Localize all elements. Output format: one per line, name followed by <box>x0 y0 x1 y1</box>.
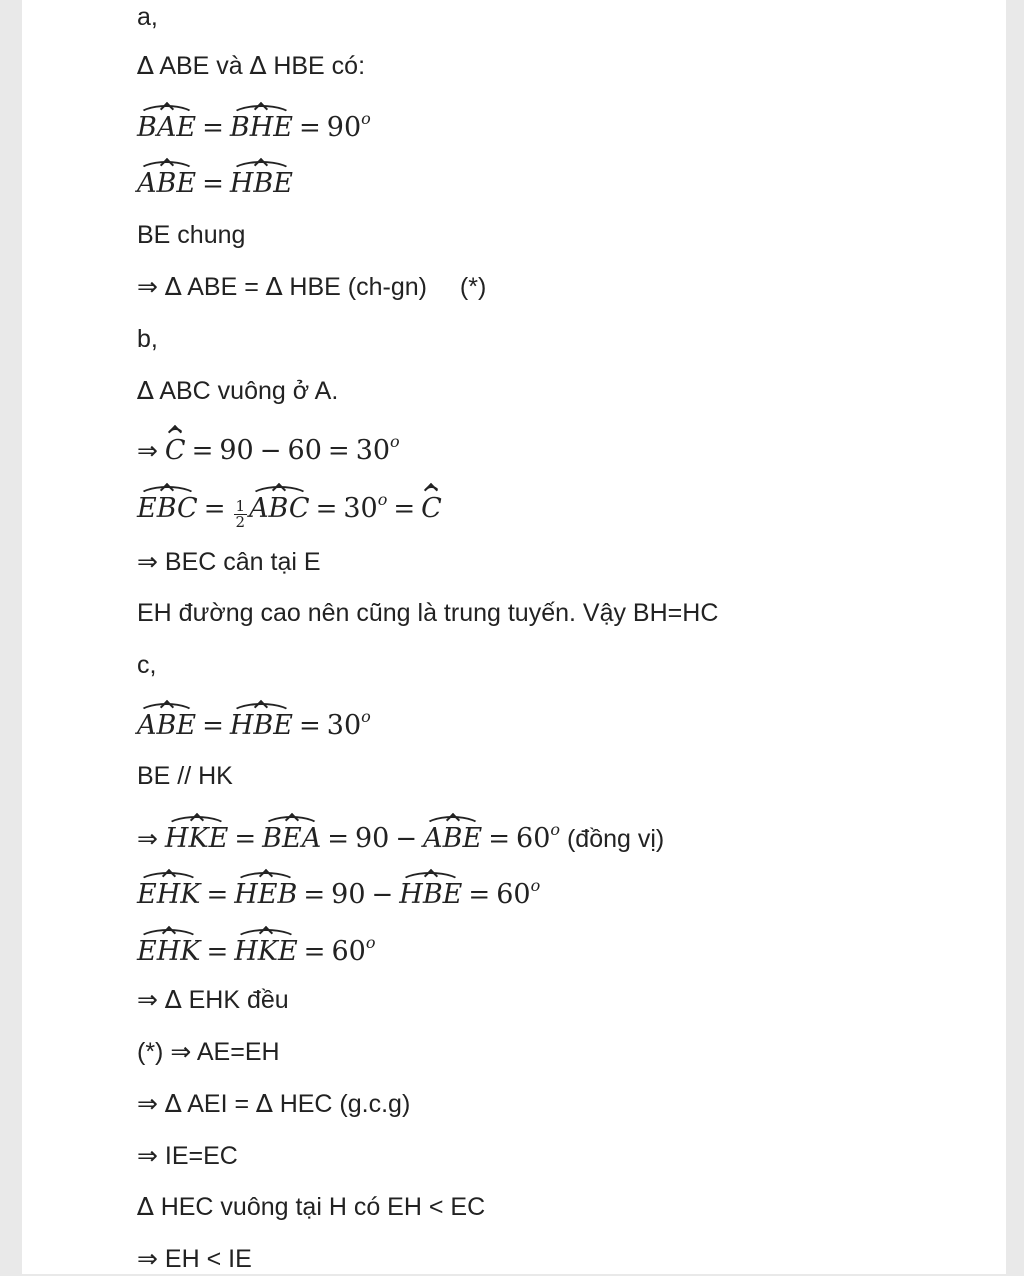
line-b-bec <box>137 545 321 579</box>
angle-c: C <box>165 427 186 468</box>
text-abe-equals: ABE = <box>187 273 266 301</box>
value-30: 30 <box>326 710 362 741</box>
section-a-text: a, <box>137 3 158 31</box>
triangle-symbol: ∆ <box>137 51 154 80</box>
degree-mark: o <box>361 707 371 726</box>
triangle-symbol: ∆ <box>265 272 283 301</box>
triangle-symbol: ∆ <box>137 376 154 405</box>
line-c-deu <box>137 983 289 1017</box>
triangle-symbol: ∆ <box>164 985 182 1014</box>
value-30: 30 <box>343 493 378 524</box>
implies-arrow: ⇒ <box>137 985 158 1014</box>
triangle-symbol: ∆ <box>256 1089 273 1118</box>
text-ehk-deu: EHK đều <box>188 986 289 1014</box>
angle-bae: BAE <box>137 104 196 145</box>
value-90: 90 <box>331 879 366 910</box>
implies-arrow: ⇒ <box>137 547 158 576</box>
triangle-symbol: ∆ <box>164 1089 182 1118</box>
equals-sign: = <box>202 711 224 741</box>
implies-arrow: ⇒ <box>137 1089 158 1118</box>
text-be-chung: BE chung <box>137 221 246 249</box>
value-90: 90 <box>326 112 362 143</box>
equals-sign: = <box>298 113 321 143</box>
fraction-denominator: 2 <box>235 513 246 531</box>
value-90: 90 <box>219 435 254 466</box>
angle-c: C <box>421 485 442 526</box>
minus-sign: − <box>259 436 282 466</box>
angle-ehk: EHK <box>137 871 200 912</box>
section-a-label <box>137 0 158 34</box>
angle-abe: ABE <box>137 160 196 201</box>
minus-sign: − <box>395 824 418 854</box>
triangle-symbol: ∆ <box>164 272 182 301</box>
implies-arrow: ⇒ <box>137 1244 158 1273</box>
line-c-hke <box>137 813 664 856</box>
equals-sign: = <box>234 824 257 854</box>
line-c-hec <box>137 1190 485 1224</box>
angle-heb: HEB <box>234 871 297 912</box>
line-a-conclusion <box>137 270 486 304</box>
line-c-aei <box>137 1087 410 1121</box>
angle-abe: ABE <box>137 702 196 743</box>
star-mark: (*) <box>137 1038 164 1066</box>
triangle-symbol: ∆ <box>249 51 267 80</box>
angle-ehk: EHK <box>137 928 200 969</box>
fraction-numerator: 1 <box>235 497 246 515</box>
line-a-eq2 <box>137 160 293 201</box>
line-a-common <box>137 218 245 252</box>
angle-abe: ABE <box>423 815 482 856</box>
text-aei-equals: AEI = <box>187 1090 257 1118</box>
line-c-ehk2 <box>137 926 375 969</box>
section-c-text: c, <box>137 651 157 679</box>
section-b-text: b, <box>137 325 158 353</box>
degree-mark: o <box>550 820 561 839</box>
section-b-label <box>137 322 158 356</box>
degree-mark: o <box>365 933 376 952</box>
line-b-angle-c <box>137 425 400 468</box>
text-hec-vuong: HEC vuông tại H có EH < EC <box>160 1193 486 1221</box>
implies-arrow: ⇒ <box>137 436 158 465</box>
line-b-ebc <box>137 483 442 530</box>
angle-bhe: BHE <box>230 104 293 145</box>
equals-sign: = <box>203 494 226 524</box>
text-abc-vuong: ABC vuông ở A. <box>159 377 339 405</box>
implies-arrow: ⇒ <box>137 272 158 301</box>
line-c-final <box>137 1242 252 1276</box>
text-ae-eh: AE=EH <box>196 1038 280 1066</box>
text-ie-ec: IE=EC <box>164 1142 238 1170</box>
text-hbe-co: HBE có: <box>273 52 366 80</box>
value-60: 60 <box>331 936 366 967</box>
line-a-eq1 <box>137 102 371 145</box>
line-c-ehk1 <box>137 869 540 912</box>
angle-hke: HKE <box>234 928 297 969</box>
equals-sign: = <box>327 824 349 854</box>
equals-sign: = <box>298 711 321 741</box>
value-90: 90 <box>355 823 390 854</box>
value-60: 60 <box>516 823 551 854</box>
degree-mark: o <box>390 432 400 451</box>
equals-sign: = <box>206 880 229 910</box>
text-hbe-chgn: HBE (ch-gn) <box>289 273 427 301</box>
text-abe-va: ABE và <box>159 52 250 80</box>
equals-sign: = <box>327 436 350 466</box>
angle-bea: BEA <box>262 815 321 856</box>
text-hec-gcg: HEC (g.c.g) <box>279 1090 411 1118</box>
angle-abc: ABC <box>249 485 310 526</box>
angle-hbe: HBE <box>230 160 293 201</box>
degree-mark: o <box>361 109 371 128</box>
triangle-symbol: ∆ <box>137 1192 154 1221</box>
text-eh-lt-ie: EH < IE <box>164 1245 252 1273</box>
text-dong-vi: (đồng vị) <box>566 825 665 853</box>
value-60: 60 <box>287 435 322 466</box>
implies-arrow: ⇒ <box>170 1037 192 1066</box>
document-page <box>22 0 1006 1274</box>
text-be-parallel-hk: BE // HK <box>137 762 233 790</box>
equals-sign: = <box>303 880 326 910</box>
equals-sign: = <box>393 494 416 524</box>
implies-arrow: ⇒ <box>137 824 158 853</box>
equals-sign: = <box>202 169 224 199</box>
line-c-eq1 <box>137 700 371 743</box>
line-c-ie-ec <box>137 1139 238 1173</box>
equals-sign: = <box>488 824 511 854</box>
angle-ebc: EBC <box>137 485 198 526</box>
equals-sign: = <box>202 113 224 143</box>
equals-sign: = <box>303 937 326 967</box>
line-a-intro <box>137 49 365 83</box>
section-c-label <box>137 648 156 682</box>
equals-sign: = <box>315 494 338 524</box>
text-eh-duong-cao: EH đường cao nên cũng là trung tuyến. Vậy BH=HC <box>137 599 719 627</box>
line-b-intro <box>137 374 338 408</box>
line-b-eh <box>137 596 718 630</box>
equals-sign: = <box>468 880 491 910</box>
angle-hbe: HBE <box>230 702 293 743</box>
equals-sign: = <box>191 436 214 466</box>
implies-arrow: ⇒ <box>137 1141 158 1170</box>
line-c-parallel <box>137 759 233 793</box>
equals-sign: = <box>206 937 229 967</box>
value-30: 30 <box>355 435 391 466</box>
value-60: 60 <box>496 879 531 910</box>
minus-sign: − <box>371 880 394 910</box>
text-bec-can: BEC cân tại E <box>164 548 321 576</box>
star-mark: (*) <box>459 273 487 301</box>
degree-mark: o <box>377 490 388 509</box>
angle-hke: HKE <box>165 815 228 856</box>
angle-hbe: HBE <box>399 871 462 912</box>
fraction-one-half <box>234 499 248 530</box>
degree-mark: o <box>530 876 541 895</box>
line-c-ae-eh <box>137 1035 280 1069</box>
